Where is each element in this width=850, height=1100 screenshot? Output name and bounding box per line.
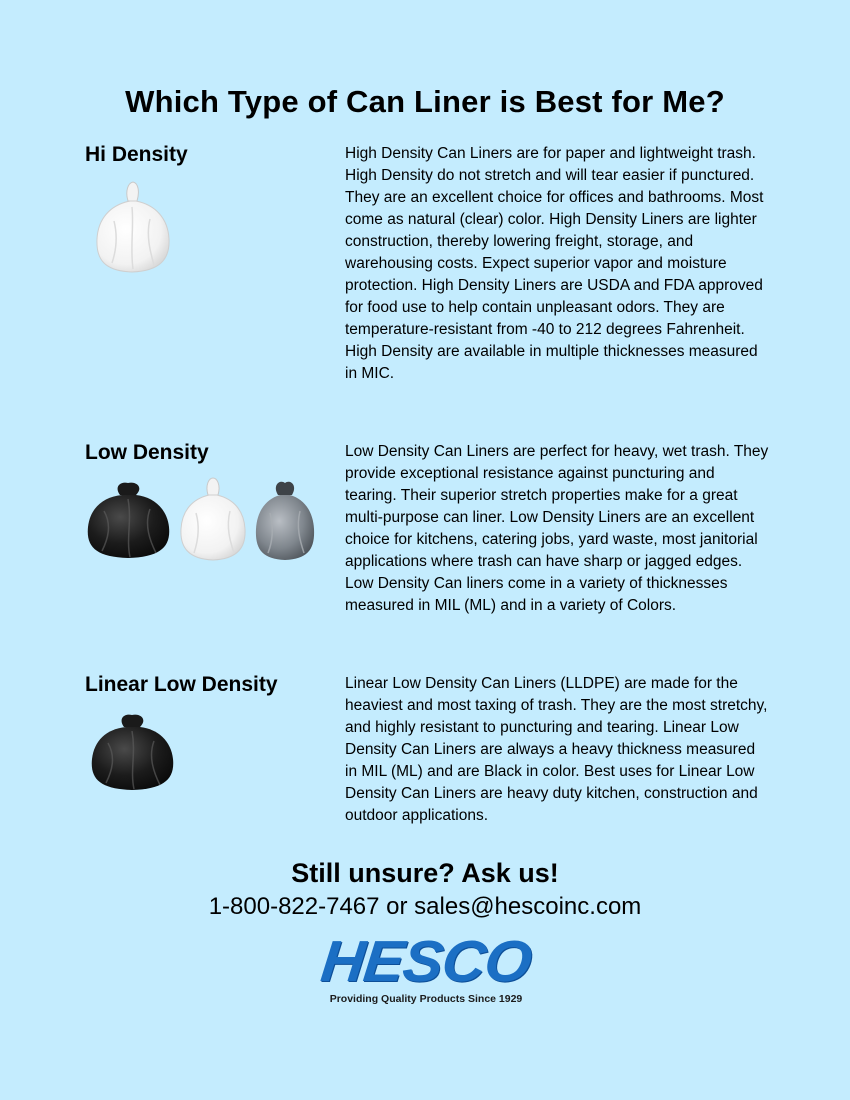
hesco-logo bbox=[317, 929, 535, 1012]
section-heading: Linear Low Density bbox=[85, 673, 278, 696]
black-bag-icon bbox=[86, 481, 172, 559]
contact-info[interactable]: 1-800-822-7467 or sales@hescoinc.com bbox=[208, 893, 642, 920]
cta-headline: Still unsure? Ask us! bbox=[291, 858, 559, 888]
section-heading: Hi Density bbox=[85, 143, 188, 166]
section-heading: Low Density bbox=[85, 441, 209, 464]
clear-bag-icon bbox=[178, 477, 248, 561]
clear-bag-icon bbox=[92, 181, 174, 275]
logo-wordmark: HESCO bbox=[317, 929, 535, 994]
black-bag-icon bbox=[90, 713, 176, 791]
section-description: High Density Can Liners are for paper and lightweight trash. High Density do not stretch and will tear easier if punctured. They are an excellent choice for offices and bathrooms. Most come as natural (clear) color. High Density Liners are lighter construction, thereby lowering freight, storage, and warehousing costs. Expect superior vapor and moisture protection. High Density Liners are USDA and FDA approved for food use to help contain unpleasant odors. They are temperature-resistant from -40 to 212 degrees Fahrenheit. High Density are available in multiple thicknesses measured in MIC. bbox=[345, 145, 764, 382]
page-title: Which Type of Can Liner is Best for Me? bbox=[125, 84, 725, 119]
section-description: Linear Low Density Can Liners (LLDPE) are made for the heaviest and most taxing of trash. They are the most stretchy, and highly resistant to puncturing and tearing. Linear Low Density Can Liners are always a heavy thickness measured in MIL (ML) and are Black in color. Best uses for Linear Low Density Can Liners are heavy duty kitchen, construction and outdoor applications. bbox=[345, 675, 768, 824]
section-description: Low Density Can Liners are perfect for heavy, wet trash. They provide exceptional resistance against puncturing and tearing. Their superior stretch properties make for a great multi-purpose can liner. Low Density Liners are an excellent choice for kitchens, catering jobs, yard waste, most janitorial applications where trash can have sharp or jagged edges. Low Density Can liners come in a variety of thicknesses measured in MIL (ML) and in a variety of Colors. bbox=[345, 443, 769, 614]
gray-bag-icon bbox=[254, 479, 316, 561]
logo-tagline: Providing Quality Products Since 1929 bbox=[329, 993, 523, 1005]
